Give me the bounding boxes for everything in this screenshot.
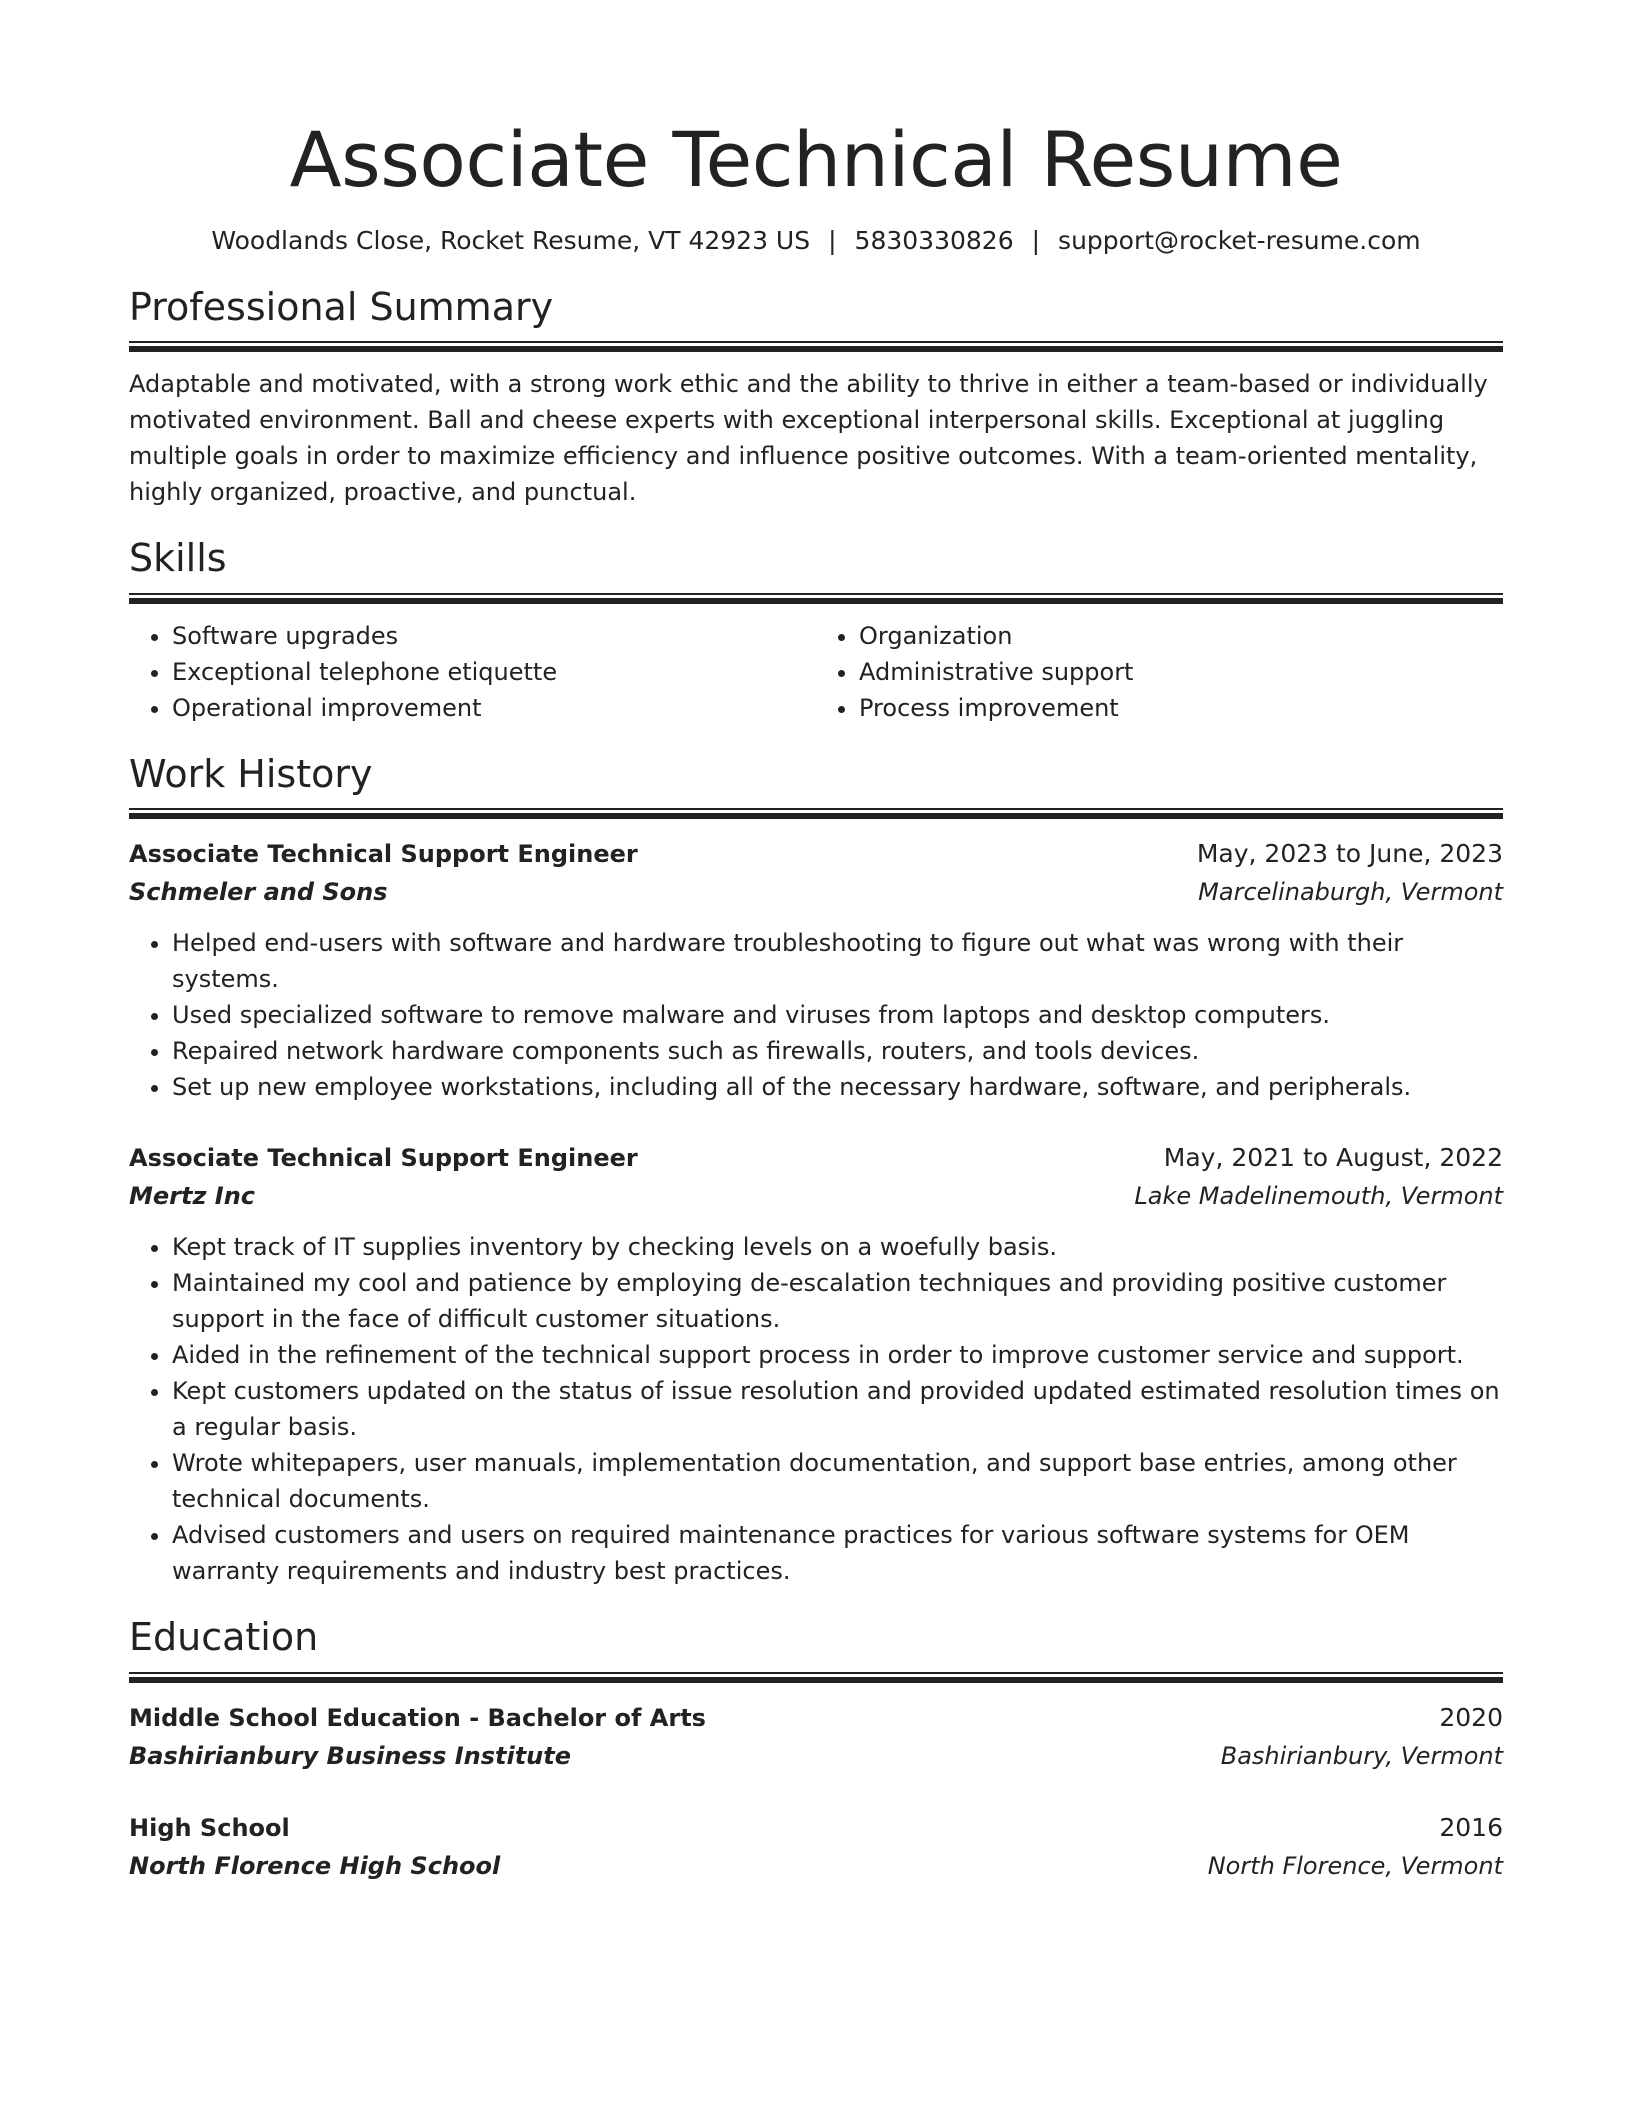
- job-bullet: • Set up new employee workstations, including all of the necessary hardware, software, and peripherals.: [172, 1069, 1503, 1105]
- resume-name: Associate Technical Resume: [289, 115, 1343, 204]
- job-entry: [129, 1139, 1503, 1589]
- contact-line: [129, 226, 1503, 255]
- contact-separator: |: [1031, 225, 1041, 255]
- skill-item: • Organization: [859, 618, 1503, 654]
- skill-item: • Operational improvement: [172, 690, 816, 726]
- job-employer-row: [129, 873, 1503, 911]
- education-year: 2016: [1439, 1812, 1503, 1842]
- job-header-row: [129, 1139, 1503, 1177]
- job-bullet: • Used specialized software to remove malware and viruses from laptops and desktop computers.: [172, 997, 1503, 1033]
- job-title: Associate Technical Support Engineer: [129, 1144, 638, 1173]
- education-section: [129, 1615, 1503, 1885]
- job-location: Marcelinaburgh, Vermont: [1198, 878, 1503, 907]
- job-employer: Mertz Inc: [129, 1182, 256, 1211]
- job-dates: May, 2021 to August, 2022: [1163, 1143, 1503, 1173]
- skill-item: • Process improvement: [859, 690, 1503, 726]
- education-school: North Florence High School: [129, 1851, 501, 1880]
- skill-item: • Exceptional telephone etiquette: [172, 654, 816, 690]
- work-history-section: [129, 752, 1503, 1590]
- education-school: Bashirianbury Business Institute: [129, 1741, 572, 1770]
- skills-column-right: [816, 618, 1503, 726]
- skill-item: • Administrative support: [859, 654, 1503, 690]
- education-header-row: [129, 1809, 1503, 1847]
- education-school-row: [129, 1737, 1503, 1775]
- summary-section: [129, 285, 1503, 511]
- job-header-row: [129, 835, 1503, 873]
- contact-address: Woodlands Close, Rocket Resume, VT 42923 US: [211, 225, 811, 255]
- job-employer-row: [129, 1177, 1503, 1215]
- education-location: Bashirianbury, Vermont: [1220, 1741, 1503, 1770]
- job-bullet: • Kept customers updated on the status of issue resolution and provided updated estimated resolution times on a regular basis.: [172, 1373, 1503, 1445]
- section-rule: [129, 1672, 1503, 1683]
- education-header-row: [129, 1699, 1503, 1737]
- job-bullet: • Kept track of IT supplies inventory by checking levels on a woefully basis.: [172, 1229, 1503, 1265]
- job-entry: [129, 835, 1503, 1105]
- skills-list: [129, 618, 1503, 726]
- section-rule: [129, 593, 1503, 604]
- contact-separator: |: [828, 225, 837, 255]
- job-bullet: • Aided in the refinement of the technical support process in order to improve customer service and support.: [172, 1337, 1503, 1373]
- job-bullet: • Advised customers and users on required maintenance practices for various software systems for OEM warranty requirements and industry best practices.: [172, 1517, 1503, 1589]
- skill-item: • Software upgrades: [172, 618, 816, 654]
- contact-phone: 5830330826: [854, 225, 1014, 255]
- job-bullet: • Helped end-users with software and hardware troubleshooting to figure out what was wrong with their systems.: [172, 925, 1503, 997]
- job-employer: Schmeler and Sons: [129, 878, 388, 907]
- section-heading: Work History: [129, 751, 373, 796]
- education-degree: High School: [129, 1813, 290, 1842]
- education-year: 2020: [1439, 1702, 1503, 1732]
- job-title: Associate Technical Support Engineer: [129, 840, 638, 869]
- job-bullet: • Repaired network hardware components such as firewalls, routers, and tools devices.: [172, 1033, 1503, 1069]
- job-dates: May, 2023 to June, 2023: [1196, 839, 1503, 869]
- job-location: Lake Madelinemouth, Vermont: [1134, 1182, 1503, 1211]
- summary-text: Adaptable and motivated, with a strong work ethic and the ability to thrive in either a team-based or individually motivated environment. Ball and cheese experts with exceptional interpersonal skills. Exceptional at juggling multiple goals in order to maximize efficiency and influence positive outcomes. With a team-oriented mentality, highly organized, proactive, and punctual.: [129, 370, 1488, 507]
- job-bullets: [129, 925, 1503, 1105]
- skills-column-left: [129, 618, 816, 726]
- job-bullet: • Maintained my cool and patience by employing de-escalation techniques and providing positive customer support in the face of difficult customer situations.: [172, 1265, 1503, 1337]
- education-degree: Middle School Education - Bachelor of Arts: [129, 1703, 706, 1732]
- job-bullets: [129, 1229, 1503, 1589]
- section-rule: [129, 341, 1503, 352]
- section-heading: Skills: [129, 536, 227, 581]
- skills-section: [129, 536, 1503, 726]
- education-school-row: [129, 1847, 1503, 1885]
- section-rule: [129, 808, 1503, 819]
- education-entry: [129, 1699, 1503, 1775]
- job-bullet: • Wrote whitepapers, user manuals, implementation documentation, and support base entries, among other technical documents.: [172, 1445, 1503, 1517]
- section-heading: Professional Summary: [129, 284, 554, 329]
- section-heading: Education: [129, 1615, 319, 1660]
- education-entry: [129, 1809, 1503, 1885]
- education-location: North Florence, Vermont: [1207, 1851, 1503, 1880]
- contact-email: support@rocket-resume.com: [1058, 225, 1421, 255]
